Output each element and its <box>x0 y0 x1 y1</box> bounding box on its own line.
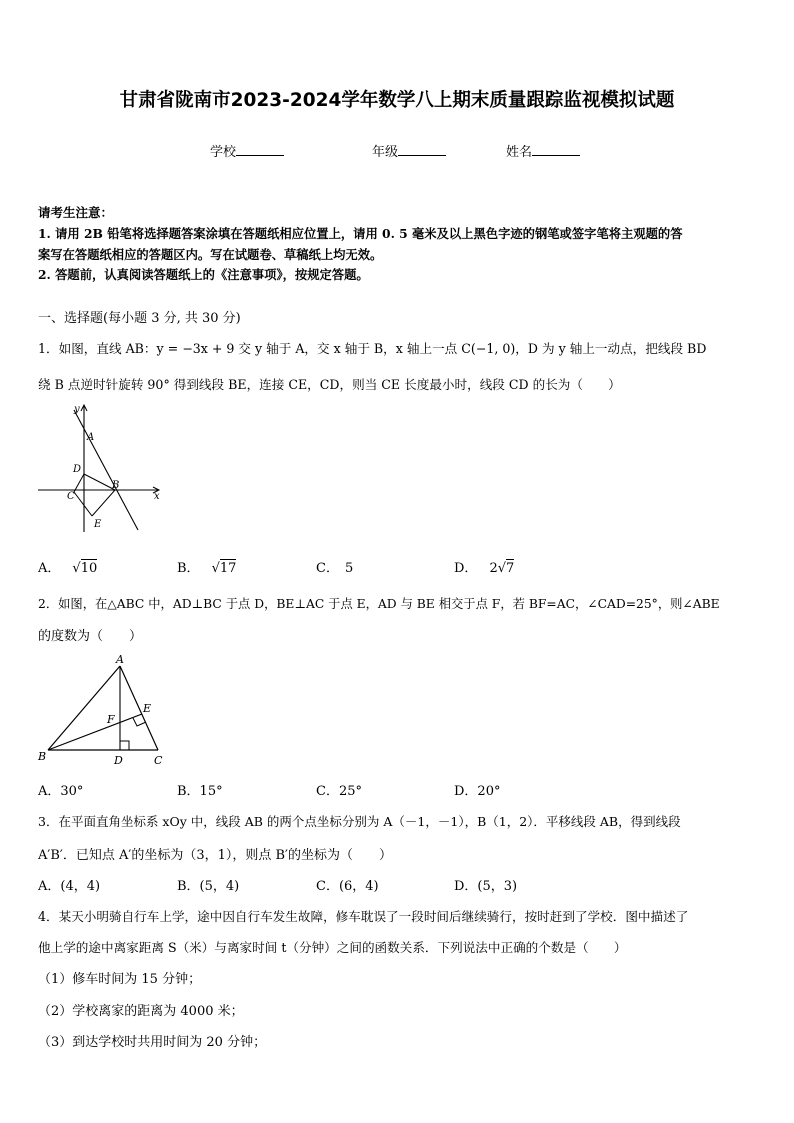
q1-option-a-radicand: 10 <box>80 561 98 576</box>
page-title: 甘肃省陇南市2023-2024学年数学八上期末质量跟踪监视模拟试题 <box>119 90 675 111</box>
grade-label: 年级 <box>372 145 399 160</box>
q1-option-d: D． 2√7 <box>454 561 515 576</box>
name-field <box>506 141 580 160</box>
q1-fig-label-y: y <box>74 404 80 415</box>
q1-line1: 1．如图，直线 AB：y = −3x + 9 交 y 轴于 A，交 x 轴于 B，x 轴上一点 C(−1, 0)，D 为 y 轴上一动点，把线段 BD <box>38 341 707 356</box>
q1-option-b-label: B． <box>177 561 200 576</box>
q1-option-c <box>316 557 353 576</box>
q1-option-d-coef: 2 <box>489 561 498 576</box>
q1-fig-label-D: D <box>73 464 82 475</box>
q4-statement-2: （2）学校离家的距离为 4000 米； <box>38 1004 244 1019</box>
q3-line2: A′B′．已知点 A′的坐标为（3，1），则点 B′的坐标为（ ） <box>38 848 392 863</box>
school-label: 学校 <box>210 145 237 160</box>
q3-option-c: C．(6，4) <box>316 879 379 894</box>
notice-item1-line2: 案写在答题纸相应的答题区内。写在试题卷、草稿纸上均无效。 <box>38 247 383 262</box>
grade-blank <box>398 143 446 156</box>
q1-option-c-label: C． <box>316 561 339 576</box>
q3-option-d: D．(5，3) <box>454 879 518 894</box>
q4-line2: 他上学的途中离家距离 S（米）与离家时间 t（分钟）之间的函数关系．下列说法中正确的个数是（ ） <box>38 940 627 955</box>
q1-figure <box>36 402 168 536</box>
q1-option-a-label: A． <box>38 561 61 576</box>
q1-fig-label-C: C <box>67 491 75 502</box>
q1-option-b-radicand: 17 <box>219 561 237 576</box>
q2-fig-label-E: E <box>143 702 152 715</box>
q2-option-a: A．30° <box>38 784 84 799</box>
grade-field <box>372 141 446 160</box>
q2-fig-label-C: C <box>154 754 163 767</box>
q2-line2: 的度数为（ ） <box>38 629 143 644</box>
q1-line2: 绕 B 点逆时针旋转 90° 得到线段 BE，连接 CE，CD，则当 CE 长度最小时，线段 CD 的长为（ ） <box>38 377 621 392</box>
q2-fig-label-D: D <box>114 754 123 767</box>
q1-option-a: A． √10 <box>38 561 98 576</box>
q3-line1: 3．在平面直角坐标系 xOy 中，线段 AB 的两个点坐标分别为 A（－1，－1），B（1，2）．平移线段 AB，得到线段 <box>38 814 681 829</box>
q4-line1: 4．某天小明骑自行车上学，途中因自行车发生故障，修车耽误了一段时间后继续骑行，按时赶到了学校．图中描述了 <box>38 909 689 924</box>
q2-figure <box>34 652 174 770</box>
section-heading: 一、选择题(每小题 3 分, 共 30 分) <box>38 311 241 326</box>
q1-fig-label-x: x <box>154 491 160 502</box>
q1-option-c-text: 5 <box>344 561 354 576</box>
q2-fig-label-A: A <box>116 653 124 666</box>
q1-option-d-label: D． <box>454 561 478 576</box>
notice-item2: 2. 答题前，认真阅读答题纸上的《注意事项》，按规定答题。 <box>38 267 369 282</box>
q2-fig-label-F: F <box>107 713 115 726</box>
notice-item1-line1: 1. 请用 2B 铅笔将选择题答案涂填在答题纸相应位置上，请用 0. 5 毫米及以上黑色字迹的钢笔或签字笔将主观题的答 <box>38 226 683 241</box>
q1-fig-label-E: E <box>94 519 102 530</box>
q4-statement-1: （1）修车时间为 15 分钟； <box>38 972 202 987</box>
q2-option-b: B．15° <box>177 784 223 799</box>
q2-fig-label-B: B <box>38 750 47 763</box>
q3-option-b: B．(5，4) <box>177 879 240 894</box>
name-blank <box>532 143 580 156</box>
q2-option-c: C．25° <box>316 784 362 799</box>
school-field <box>210 141 284 160</box>
q4-statement-3: （3）到达学校时共用时间为 20 分钟； <box>38 1035 267 1050</box>
q2-line1: 2．如图，在△ABC 中，AD⊥BC 于点 D，BE⊥AC 于点 E，AD 与 BE 相交于点 F，若 BF=AC，∠CAD=25°，则∠ABE <box>38 597 720 611</box>
notice-heading: 请考生注意： <box>38 205 114 220</box>
q1-option-d-radicand: 7 <box>506 561 515 576</box>
q3-option-a: A．(4，4) <box>38 879 101 894</box>
q1-fig-label-A: A <box>87 432 95 443</box>
q2-option-d: D．20° <box>454 784 501 799</box>
q1-option-b: B． √17 <box>177 561 237 576</box>
name-label: 姓名 <box>506 145 533 160</box>
school-blank <box>236 143 284 156</box>
q1-fig-label-B: B <box>112 480 120 491</box>
